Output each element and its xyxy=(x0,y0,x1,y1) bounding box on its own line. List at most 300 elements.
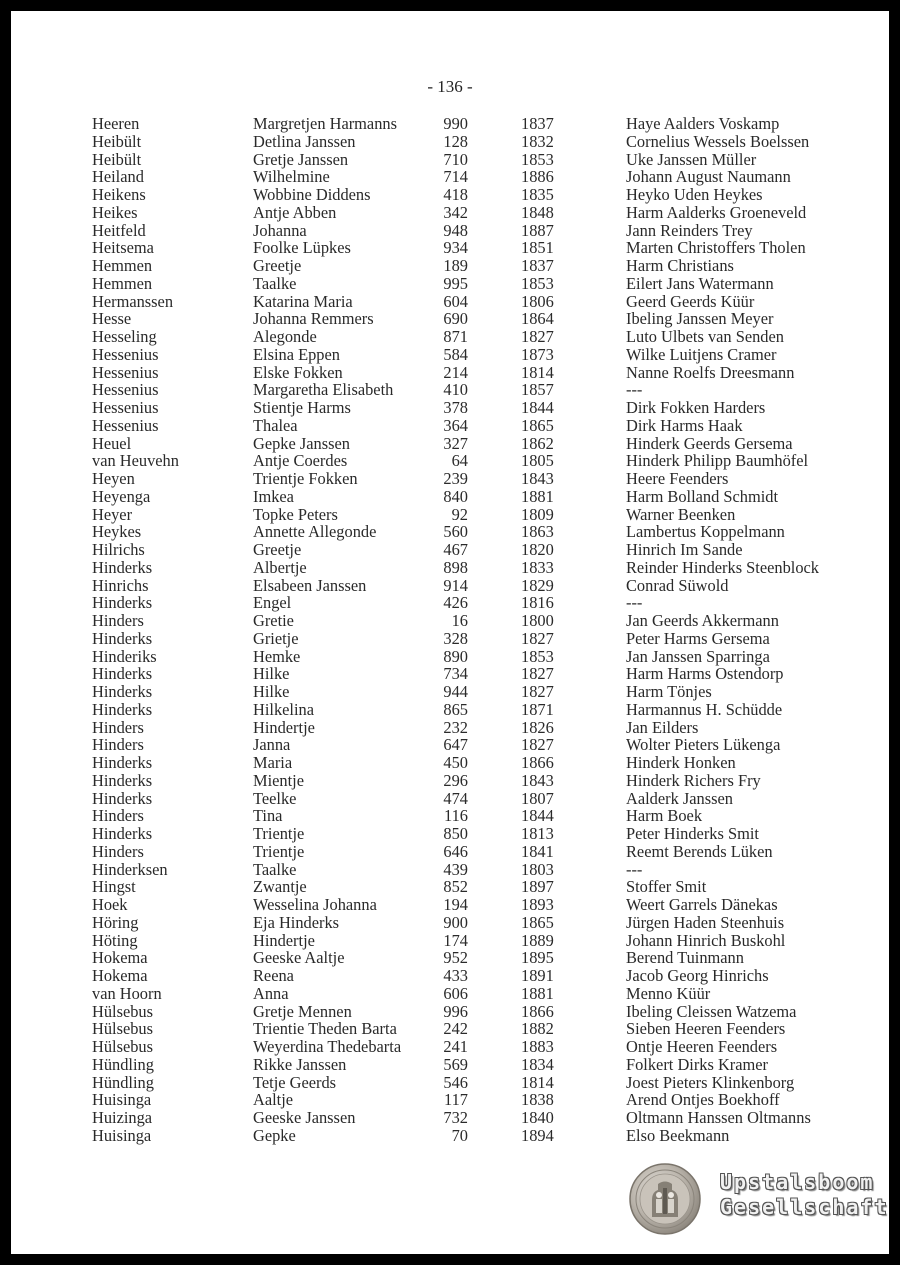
year-cell: 1862 xyxy=(521,433,554,453)
record-number-cell: 560 xyxy=(443,522,468,542)
surname-cell: Hokema xyxy=(92,966,148,985)
record-number-cell: 467 xyxy=(443,540,468,559)
spouse-cell: Reinder Hinderks Steenblock xyxy=(626,557,819,577)
year-cell: 1835 xyxy=(521,185,554,204)
surname-cell: Hinderksen xyxy=(92,859,168,879)
given-name-cell: Rikke Janssen xyxy=(253,1054,347,1074)
surname-cell: van Hoorn xyxy=(92,983,162,1003)
given-name-cell: Hilke xyxy=(253,682,290,701)
record-number-cell: 174 xyxy=(443,930,468,950)
year-cell: 1895 xyxy=(521,948,554,968)
record-number-cell: 850 xyxy=(443,824,468,843)
surname-cell: Heikes xyxy=(92,202,138,222)
surname-cell: Hülsebus xyxy=(92,1037,154,1056)
spouse-cell: Jan Geerds Akkermann xyxy=(626,611,779,630)
given-name-cell: Maria xyxy=(253,753,293,772)
given-name-cell: Gretje Janssen xyxy=(253,149,349,169)
spouse-cell: Harm Harms Ostendorp xyxy=(626,664,784,684)
record-number-cell: 239 xyxy=(443,469,468,488)
given-name-cell: Greetje xyxy=(253,540,302,559)
year-cell: 1834 xyxy=(521,1054,554,1074)
table-row xyxy=(92,701,872,719)
given-name-cell: Geeske Aaltje xyxy=(253,948,345,968)
record-number-cell: 569 xyxy=(443,1054,468,1074)
table-row xyxy=(92,594,872,612)
given-name-cell: Zwantje xyxy=(253,877,307,897)
year-cell: 1813 xyxy=(521,824,554,843)
table-row xyxy=(92,559,872,577)
spouse-cell: Ontje Heeren Feenders xyxy=(626,1037,778,1056)
spouse-cell: Geerd Geerds Küür xyxy=(626,291,755,311)
table-row xyxy=(92,896,872,914)
given-name-cell: Antje Abben xyxy=(253,202,337,222)
given-name-cell: Tetje Geerds xyxy=(253,1072,337,1092)
surname-cell: van Heuvehn xyxy=(92,451,179,471)
record-number-cell: 840 xyxy=(443,486,468,506)
year-cell: 1816 xyxy=(521,593,554,613)
surname-cell: Hinders xyxy=(92,806,144,826)
surname-cell: Heyer xyxy=(92,504,133,524)
year-cell: 1883 xyxy=(521,1037,554,1056)
table-row xyxy=(92,878,872,896)
spouse-cell: Johann Hinrich Buskohl xyxy=(626,930,786,950)
year-cell: 1843 xyxy=(521,770,554,790)
record-number-cell: 410 xyxy=(443,380,468,400)
spouse-cell: Harm Christians xyxy=(626,256,734,275)
record-number-cell: 990 xyxy=(443,114,468,133)
spouse-cell: Dirk Harms Haak xyxy=(626,415,743,435)
table-row xyxy=(92,683,872,701)
given-name-cell: Margaretha Elisabeth xyxy=(253,380,394,400)
surname-cell: Huisinga xyxy=(92,1090,152,1110)
record-number-cell: 647 xyxy=(443,735,468,755)
surname-cell: Hessenius xyxy=(92,398,159,417)
given-name-cell: Foolke Lüpkes xyxy=(253,238,351,258)
given-name-cell: Tina xyxy=(253,806,283,826)
year-cell: 1881 xyxy=(521,983,554,1003)
spouse-cell: Folkert Dirks Kramer xyxy=(626,1054,769,1074)
table-row xyxy=(92,967,872,985)
table-row xyxy=(92,506,872,524)
year-cell: 1853 xyxy=(521,273,554,293)
year-cell: 1894 xyxy=(521,1125,554,1145)
surname-cell: Hinders xyxy=(92,841,144,861)
spouse-cell: Hinderk Richers Fry xyxy=(626,770,761,790)
record-number-cell: 900 xyxy=(443,912,468,932)
spouse-cell: --- xyxy=(626,380,643,400)
given-name-cell: Wesselina Johanna xyxy=(253,895,377,914)
year-cell: 1866 xyxy=(521,753,554,772)
given-name-cell: Topke Peters xyxy=(253,504,338,524)
table-row xyxy=(92,612,872,630)
surname-cell: Hinders xyxy=(92,611,144,630)
given-name-cell: Gretie xyxy=(253,611,294,630)
surname-cell: Hingst xyxy=(92,877,136,897)
table-row xyxy=(92,417,872,435)
year-cell: 1863 xyxy=(521,522,554,542)
year-cell: 1853 xyxy=(521,149,554,169)
surname-cell: Hermanssen xyxy=(92,291,174,311)
record-number-cell: 16 xyxy=(451,611,468,630)
table-row xyxy=(92,807,872,825)
given-name-cell: Janna xyxy=(253,735,291,755)
record-number-cell: 690 xyxy=(443,309,468,329)
surname-cell: Hündling xyxy=(92,1072,154,1092)
surname-cell: Hinderks xyxy=(92,593,153,613)
spouse-cell: Hinrich Im Sande xyxy=(626,540,743,559)
spouse-cell: Jacob Georg Hinrichs xyxy=(626,966,769,985)
year-cell: 1865 xyxy=(521,415,554,435)
given-name-cell: Albertje xyxy=(253,557,307,577)
record-number-cell: 606 xyxy=(443,983,468,1003)
table-row xyxy=(92,630,872,648)
table-row xyxy=(92,293,872,311)
given-name-cell: Hindertje xyxy=(253,717,315,737)
surname-cell: Hinderks xyxy=(92,557,153,577)
spouse-cell: Lambertus Koppelmann xyxy=(626,522,785,542)
spouse-cell: Haye Aalders Voskamp xyxy=(626,114,780,133)
given-name-cell: Antje Coerdes xyxy=(253,451,348,471)
record-number-cell: 117 xyxy=(444,1090,468,1110)
spouse-cell: Stoffer Smit xyxy=(626,877,707,897)
record-number-cell: 710 xyxy=(443,149,468,169)
record-number-cell: 296 xyxy=(443,770,468,790)
given-name-cell: Stientje Harms xyxy=(253,398,351,417)
table-row xyxy=(92,488,872,506)
year-cell: 1820 xyxy=(521,540,554,559)
surname-cell: Hinrichs xyxy=(92,575,149,595)
surname-cell: Hokema xyxy=(92,948,148,968)
given-name-cell: Hemke xyxy=(253,646,301,666)
given-name-cell: Elske Fokken xyxy=(253,362,343,382)
table-row xyxy=(92,133,872,151)
table-row xyxy=(92,1091,872,1109)
year-cell: 1827 xyxy=(521,682,554,701)
record-number-cell: 948 xyxy=(443,220,468,240)
spouse-cell: Jan Eilders xyxy=(626,717,699,737)
year-cell: 1807 xyxy=(521,788,554,808)
given-name-cell: Johanna xyxy=(253,220,307,240)
logo-line-2: Gesellschaft xyxy=(720,1195,889,1219)
record-number-cell: 128 xyxy=(443,131,468,151)
spouse-cell: --- xyxy=(626,593,643,613)
record-number-cell: 450 xyxy=(443,753,468,772)
spouse-cell: Hinderk Philipp Baumhöfel xyxy=(626,451,809,471)
record-number-cell: 732 xyxy=(443,1108,468,1127)
given-name-cell: Mientje xyxy=(253,770,304,790)
spouse-cell: Ibeling Janssen Meyer xyxy=(626,309,774,329)
record-number-cell: 214 xyxy=(443,362,468,382)
spouse-cell: Conrad Süwold xyxy=(626,575,729,595)
spouse-cell: Harm Tönjes xyxy=(626,682,712,701)
surname-cell: Hessenius xyxy=(92,415,159,435)
record-number-cell: 70 xyxy=(451,1125,468,1145)
table-row xyxy=(92,257,872,275)
year-cell: 1837 xyxy=(521,256,554,275)
table-row xyxy=(92,310,872,328)
given-name-cell: Imkea xyxy=(253,486,294,506)
table-row xyxy=(92,346,872,364)
surname-cell: Hesse xyxy=(92,309,132,329)
table-row xyxy=(92,381,872,399)
spouse-cell: Jürgen Haden Steenhuis xyxy=(626,912,785,932)
surname-cell: Heykes xyxy=(92,522,142,542)
year-cell: 1848 xyxy=(521,202,554,222)
society-logo xyxy=(628,1162,889,1237)
given-name-cell: Elsabeen Janssen xyxy=(253,575,367,595)
surname-cell: Hinderks xyxy=(92,824,153,843)
table-row xyxy=(92,364,872,382)
surname-cell: Hinderks xyxy=(92,753,153,772)
spouse-cell: Weert Garrels Dänekas xyxy=(626,895,778,914)
given-name-cell: Grietje xyxy=(253,628,299,648)
given-name-cell: Eja Hinderks xyxy=(253,912,340,932)
surname-cell: Heikens xyxy=(92,185,146,204)
spouse-cell: Hinderk Honken xyxy=(626,753,736,772)
given-name-cell: Teelke xyxy=(253,788,297,808)
record-number-cell: 232 xyxy=(443,717,468,737)
given-name-cell: Gepke xyxy=(253,1125,296,1145)
given-name-cell: Greetje xyxy=(253,256,302,275)
spouse-cell: Jann Reinders Trey xyxy=(626,220,753,240)
logo-line-1: Upstalsboom xyxy=(720,1170,875,1194)
year-cell: 1800 xyxy=(521,611,554,630)
surname-cell: Hinderks xyxy=(92,699,153,719)
table-row xyxy=(92,949,872,967)
given-name-cell: Taalke xyxy=(253,273,297,293)
spouse-cell: Ibeling Cleissen Watzema xyxy=(626,1001,797,1021)
given-name-cell: Elsina Eppen xyxy=(253,344,340,364)
year-cell: 1805 xyxy=(521,451,554,471)
surname-cell: Hinderks xyxy=(92,664,153,684)
year-cell: 1844 xyxy=(521,398,554,417)
given-name-cell: Trientje Fokken xyxy=(253,469,358,488)
table-row xyxy=(92,452,872,470)
surname-cell: Heitsema xyxy=(92,238,154,258)
table-row xyxy=(92,204,872,222)
record-number-cell: 426 xyxy=(443,593,468,613)
spouse-cell: Peter Hinderks Smit xyxy=(626,824,759,843)
given-name-cell: Trientje xyxy=(253,841,305,861)
table-row xyxy=(92,1109,872,1127)
table-row xyxy=(92,239,872,257)
surname-cell: Heibült xyxy=(92,149,142,169)
table-row xyxy=(92,222,872,240)
spouse-cell: Hinderk Geerds Gersema xyxy=(626,433,793,453)
record-number-cell: 364 xyxy=(443,415,468,435)
record-number-cell: 914 xyxy=(443,575,468,595)
spouse-cell: Berend Tuinmann xyxy=(626,948,744,968)
record-number-cell: 378 xyxy=(443,398,468,417)
table-row xyxy=(92,577,872,595)
table-row xyxy=(92,168,872,186)
spouse-cell: Uke Janssen Müller xyxy=(626,149,757,169)
record-number-cell: 328 xyxy=(443,628,468,648)
year-cell: 1853 xyxy=(521,646,554,666)
given-name-cell: Detlina Janssen xyxy=(253,131,356,151)
given-name-cell: Katarina Maria xyxy=(253,291,353,311)
table-row xyxy=(92,186,872,204)
year-cell: 1886 xyxy=(521,167,554,187)
given-name-cell: Anna xyxy=(253,983,289,1003)
record-number-cell: 194 xyxy=(443,895,468,914)
year-cell: 1844 xyxy=(521,806,554,826)
given-name-cell: Johanna Remmers xyxy=(253,309,374,329)
surname-cell: Heiland xyxy=(92,167,144,187)
record-number-cell: 996 xyxy=(443,1001,468,1021)
year-cell: 1893 xyxy=(521,895,554,914)
record-number-cell: 418 xyxy=(443,185,468,204)
record-number-cell: 944 xyxy=(443,682,468,701)
spouse-cell: Cornelius Wessels Boelssen xyxy=(626,131,810,151)
given-name-cell: Thalea xyxy=(253,415,298,435)
given-name-cell: Taalke xyxy=(253,859,297,879)
surname-cell: Hinderiks xyxy=(92,646,157,666)
year-cell: 1837 xyxy=(521,114,554,133)
table-row xyxy=(92,399,872,417)
record-number-cell: 646 xyxy=(443,841,468,861)
surname-cell: Hülsebus xyxy=(92,1001,154,1021)
spouse-cell: Menno Küür xyxy=(626,983,711,1003)
spouse-cell: Dirk Fokken Harders xyxy=(626,398,766,417)
document-page xyxy=(11,11,889,1254)
record-number-cell: 342 xyxy=(443,202,468,222)
year-cell: 1891 xyxy=(521,966,554,985)
surname-cell: Huizinga xyxy=(92,1108,153,1127)
year-cell: 1841 xyxy=(521,841,554,861)
record-number-cell: 116 xyxy=(444,806,468,826)
record-number-cell: 852 xyxy=(443,877,468,897)
year-cell: 1827 xyxy=(521,735,554,755)
spouse-cell: Nanne Roelfs Dreesmann xyxy=(626,362,795,382)
year-cell: 1814 xyxy=(521,1072,554,1092)
year-cell: 1827 xyxy=(521,327,554,346)
spouse-cell: Heere Feenders xyxy=(626,469,729,488)
surname-cell: Hinderks xyxy=(92,770,153,790)
year-cell: 1882 xyxy=(521,1019,554,1039)
year-cell: 1851 xyxy=(521,238,554,258)
spouse-cell: Harm Boek xyxy=(626,806,703,826)
spouse-cell: Eilert Jans Watermann xyxy=(626,273,774,293)
surname-cell: Hülsebus xyxy=(92,1019,154,1039)
spouse-cell: Harm Bolland Schmidt xyxy=(626,486,779,506)
table-row xyxy=(92,1038,872,1056)
record-number-cell: 604 xyxy=(443,291,468,311)
given-name-cell: Margretjen Harmanns xyxy=(253,114,397,133)
record-number-cell: 64 xyxy=(451,451,468,471)
page-number: - 136 - xyxy=(427,77,473,96)
record-number-cell: 890 xyxy=(443,646,468,666)
table-row xyxy=(92,1074,872,1092)
year-cell: 1871 xyxy=(521,699,554,719)
spouse-cell: Jan Janssen Sparringa xyxy=(626,646,770,666)
table-row xyxy=(92,435,872,453)
record-number-cell: 865 xyxy=(443,699,468,719)
year-cell: 1806 xyxy=(521,291,554,311)
surname-cell: Hesseling xyxy=(92,327,157,346)
surname-cell: Hinderks xyxy=(92,628,153,648)
record-number-cell: 898 xyxy=(443,557,468,577)
table-row xyxy=(92,754,872,772)
year-cell: 1881 xyxy=(521,486,554,506)
table-row xyxy=(92,151,872,169)
table-row xyxy=(92,665,872,683)
given-name-cell: Wilhelmine xyxy=(253,167,330,187)
year-cell: 1866 xyxy=(521,1001,554,1021)
spouse-cell: Reemt Berends Lüken xyxy=(626,841,773,861)
spouse-cell: Elso Beekmann xyxy=(626,1125,730,1145)
table-row xyxy=(92,736,872,754)
register-list xyxy=(92,115,872,1145)
record-number-cell: 734 xyxy=(443,664,468,684)
surname-cell: Hinders xyxy=(92,717,144,737)
table-row xyxy=(92,541,872,559)
spouse-cell: Arend Ontjes Boekhoff xyxy=(626,1090,780,1110)
given-name-cell: Trientie Theden Barta xyxy=(253,1019,397,1039)
table-row xyxy=(92,932,872,950)
year-cell: 1873 xyxy=(521,344,554,364)
spouse-cell: Aalderk Janssen xyxy=(626,788,733,808)
year-cell: 1843 xyxy=(521,469,554,488)
given-name-cell: Engel xyxy=(253,593,292,613)
year-cell: 1827 xyxy=(521,628,554,648)
year-cell: 1840 xyxy=(521,1108,554,1127)
year-cell: 1803 xyxy=(521,859,554,879)
table-row xyxy=(92,719,872,737)
surname-cell: Höting xyxy=(92,930,138,950)
spouse-cell: Joest Pieters Klinkenborg xyxy=(626,1072,795,1092)
spouse-cell: Sieben Heeren Feenders xyxy=(626,1019,786,1039)
record-number-cell: 871 xyxy=(443,327,468,346)
table-row xyxy=(92,1020,872,1038)
spouse-cell: Warner Beenken xyxy=(626,504,736,524)
given-name-cell: Aaltje xyxy=(253,1090,294,1110)
record-number-cell: 474 xyxy=(443,788,468,808)
record-number-cell: 433 xyxy=(443,966,468,985)
table-row xyxy=(92,1127,872,1145)
given-name-cell: Weyerdina Thedebarta xyxy=(253,1037,402,1056)
spouse-cell: Wolter Pieters Lükenga xyxy=(626,735,781,755)
year-cell: 1829 xyxy=(521,575,554,595)
table-row xyxy=(92,772,872,790)
year-cell: 1897 xyxy=(521,877,554,897)
table-row xyxy=(92,914,872,932)
table-row xyxy=(92,470,872,488)
given-name-cell: Gretje Mennen xyxy=(253,1001,352,1021)
year-cell: 1864 xyxy=(521,309,554,329)
spouse-cell: Wilke Luitjens Cramer xyxy=(626,344,777,364)
record-number-cell: 241 xyxy=(443,1037,468,1056)
given-name-cell: Hilke xyxy=(253,664,290,684)
record-number-cell: 439 xyxy=(443,859,468,879)
record-number-cell: 546 xyxy=(443,1072,468,1092)
surname-cell: Hinderks xyxy=(92,788,153,808)
spouse-cell: Heyko Uden Heykes xyxy=(626,185,763,204)
record-number-cell: 242 xyxy=(443,1019,468,1039)
surname-cell: Hündling xyxy=(92,1054,154,1074)
year-cell: 1865 xyxy=(521,912,554,932)
surname-cell: Hessenius xyxy=(92,362,159,382)
record-number-cell: 189 xyxy=(443,256,468,275)
spouse-cell: --- xyxy=(626,859,643,879)
spouse-cell: Peter Harms Gersema xyxy=(626,628,770,648)
given-name-cell: Annette Allegonde xyxy=(253,522,377,542)
table-row xyxy=(92,275,872,293)
surname-cell: Hinderks xyxy=(92,682,153,701)
year-cell: 1857 xyxy=(521,380,554,400)
surname-cell: Hilrichs xyxy=(92,540,145,559)
spouse-cell: Marten Christoffers Tholen xyxy=(626,238,806,258)
